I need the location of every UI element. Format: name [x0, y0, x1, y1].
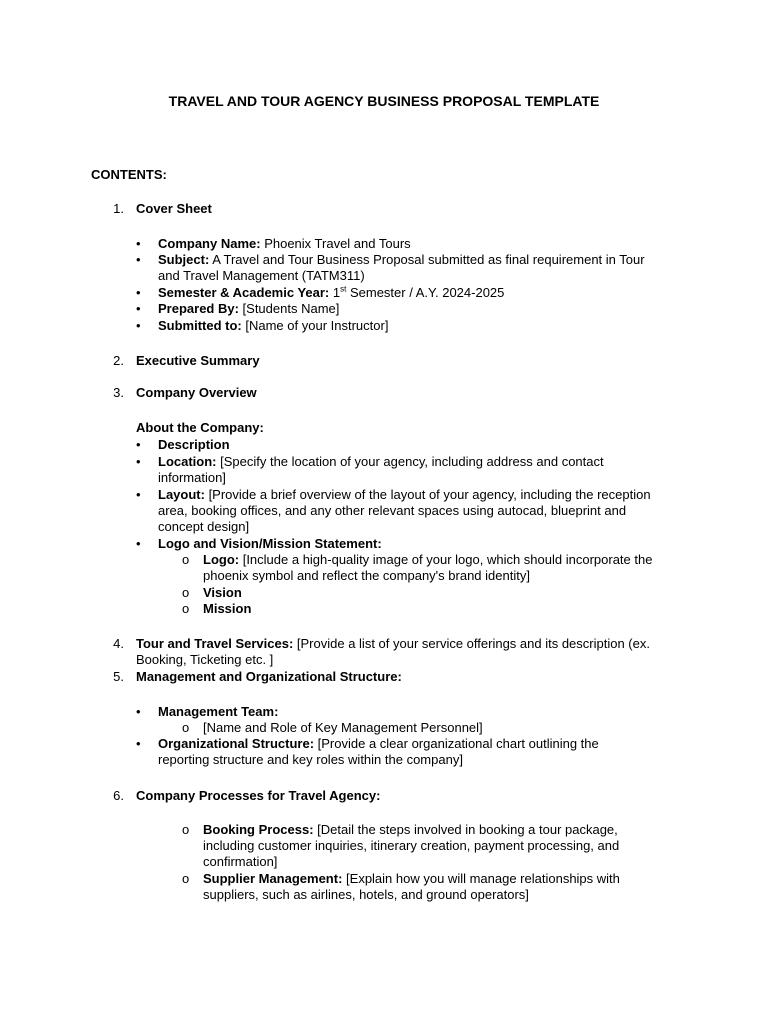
section-6-heading: Company Processes for Travel Agency: — [136, 788, 381, 803]
list-item: Submitted to: [Name of your Instructor] — [158, 318, 389, 333]
sub-bullet-icon: o — [182, 871, 190, 886]
sub-list-item-continuation: confirmation] — [203, 854, 278, 869]
sub-list-item: Booking Process: [Detail the steps involved in booking a tour package, — [203, 822, 618, 837]
sub-list-item: Vision — [203, 585, 242, 600]
section-5-heading: Management and Organizational Structure: — [136, 669, 402, 684]
contents-label: CONTENTS: — [91, 167, 167, 182]
section-4-continuation: Booking, Ticketing etc. ] — [136, 652, 274, 667]
bullet-icon: • — [136, 487, 141, 502]
sub-list-item-continuation: suppliers, such as airlines, hotels, and ground operators] — [203, 887, 529, 902]
section-3-number: 3. — [113, 385, 124, 400]
list-item-continuation: reporting structure and key roles within the company] — [158, 752, 463, 767]
bullet-icon: • — [136, 437, 141, 452]
list-item-continuation: area, booking offices, and any other relevant spaces using autocad, blueprint and — [158, 503, 627, 518]
list-item: Subject: A Travel and Tour Business Proposal submitted as final requirement in Tour — [158, 252, 645, 267]
bullet-icon: • — [136, 285, 141, 300]
list-item: Description — [158, 437, 230, 452]
bullet-icon: • — [136, 454, 141, 469]
list-item: Logo and Vision/Mission Statement: — [158, 536, 382, 551]
sub-bullet-icon: o — [182, 601, 190, 616]
sub-bullet-icon: o — [182, 720, 190, 735]
section-4-number: 4. — [113, 636, 124, 651]
list-item: Prepared By: [Students Name] — [158, 301, 340, 316]
sub-list-item: Logo: [Include a high-quality image of your logo, which should incorporate the — [203, 552, 653, 567]
bullet-icon: • — [136, 252, 141, 267]
bullet-icon: • — [136, 704, 141, 719]
sub-list-item-continuation: including customer inquiries, itinerary creation, payment processing, and — [203, 838, 620, 853]
section-6-number: 6. — [113, 788, 124, 803]
sub-list-item: [Name and Role of Key Management Personnel] — [203, 720, 483, 735]
section-1-heading: Cover Sheet — [136, 201, 212, 216]
section-2-number: 2. — [113, 353, 124, 368]
bullet-icon: • — [136, 301, 141, 316]
list-item-continuation: concept design] — [158, 519, 250, 534]
sub-list-item: Supplier Management: [Explain how you will manage relationships with — [203, 871, 620, 886]
list-item: Organizational Structure: [Provide a clear organizational chart outlining the — [158, 736, 599, 751]
bullet-icon: • — [136, 318, 141, 333]
sub-bullet-icon: o — [182, 822, 190, 837]
list-item: Management Team: — [158, 704, 279, 719]
bullet-icon: • — [136, 736, 141, 751]
bullet-icon: • — [136, 536, 141, 551]
list-item: Location: [Specify the location of your agency, including address and contact — [158, 454, 604, 469]
about-company-subheading: About the Company: — [136, 420, 264, 435]
section-1-number: 1. — [113, 201, 124, 216]
list-item: Layout: [Provide a brief overview of the layout of your agency, including the reception — [158, 487, 651, 502]
list-item-continuation: and Travel Management (TATM311) — [158, 268, 365, 283]
bullet-icon: • — [136, 236, 141, 251]
sub-bullet-icon: o — [182, 552, 190, 567]
section-3-heading: Company Overview — [136, 385, 257, 400]
sub-bullet-icon: o — [182, 585, 190, 600]
section-5-number: 5. — [113, 669, 124, 684]
document-title: TRAVEL AND TOUR AGENCY BUSINESS PROPOSAL TEMPLATE — [168, 93, 600, 109]
list-item: Semester & Academic Year: 1st Semester / A.Y. 2024-2025 — [158, 284, 505, 300]
sub-list-item-continuation: phoenix symbol and reflect the company's brand identity] — [203, 568, 530, 583]
section-4-heading: Tour and Travel Services: [Provide a list of your service offerings and its description (ex. — [136, 636, 650, 651]
list-item: Company Name: Phoenix Travel and Tours — [158, 236, 411, 251]
sub-list-item: Mission — [203, 601, 252, 616]
section-2-heading: Executive Summary — [136, 353, 260, 368]
list-item-continuation: information] — [158, 470, 226, 485]
